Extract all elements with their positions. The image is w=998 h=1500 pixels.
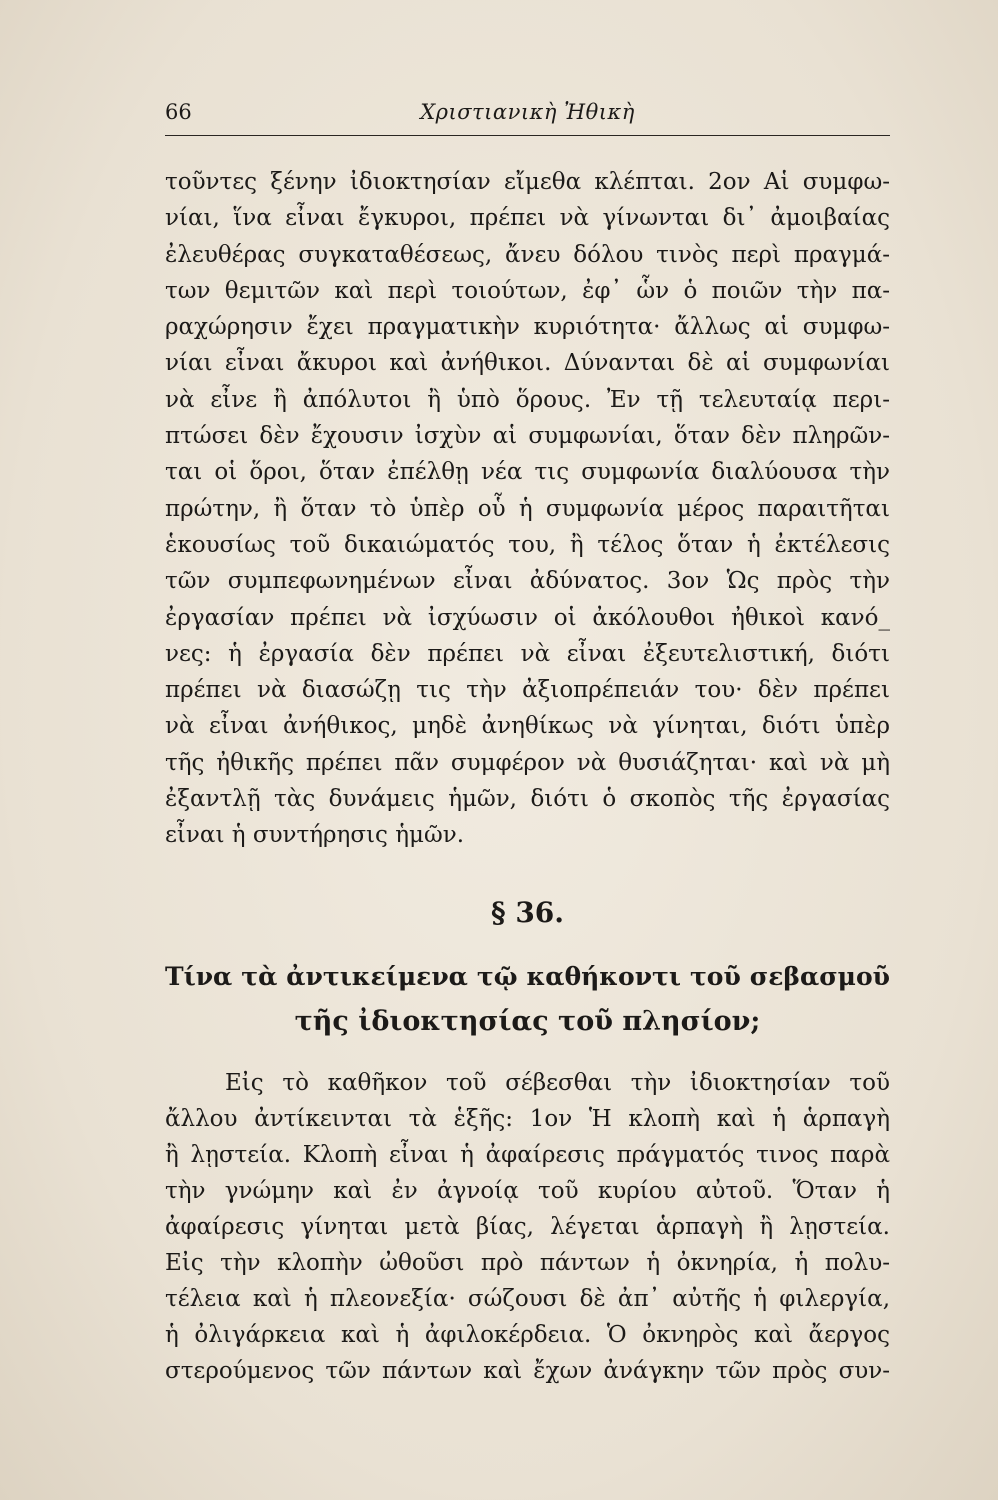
- page-number: 66: [165, 100, 192, 124]
- text-line: τέλεια καὶ ἡ πλεονεξία· σώζουσι δὲ ἀπ᾽ αὐτῆς ἡ φιλεργία,: [165, 1286, 890, 1312]
- text-line: νες: ἡ ἐργασία δὲν πρέπει νὰ εἶναι ἐξευτελιστική, διότι: [165, 640, 890, 667]
- text-line: πρέπει νὰ διασώζῃ τις τὴν ἀξιοπρέπειάν του· δὲν πρέπει: [165, 677, 890, 704]
- text-line: ἐξαντλῇ τὰς δυνάμεις ἡμῶν, διότι ὁ σκοπὸς τῆς ἐργασίας: [165, 786, 890, 813]
- text-line: ἢ λῃστεία. Κλοπὴ εἶναι ἡ ἀφαίρεσις πράγματός τινος παρὰ: [165, 1142, 890, 1168]
- text-line: των θεμιτῶν καὶ περὶ τοιούτων, ἐφ᾽ ὧν ὁ ποιῶν τὴν πα-: [165, 277, 890, 304]
- section-title-line-2: τῆς ἰδιοκτησίας τοῦ πλησίον;: [294, 1006, 761, 1037]
- text-line: ἑκουσίως τοῦ δικαιώματός του, ἢ τέλος ὅταν ἡ ἐκτέλεσις: [165, 531, 890, 558]
- section-title: [165, 954, 890, 1044]
- running-title: Χριστιανικὴ Ἠθικὴ: [420, 100, 635, 124]
- section-title-line-1: Τίνα τὰ ἀντικείμενα τῷ καθήκοντι τοῦ σεβασμοῦ: [165, 962, 890, 991]
- page-header: [165, 100, 890, 130]
- text-line: ται οἱ ὅροι, ὅταν ἐπέλθῃ νέα τις συμφωνία διαλύουσα τὴν: [165, 459, 890, 486]
- text-line: ἄλλου ἀντίκεινται τὰ ἑξῆς: 1ον Ἡ κλοπὴ καὶ ἡ ἁρπαγὴ: [165, 1106, 890, 1132]
- paragraph-2: [165, 1065, 890, 1389]
- text-line: πρώτην, ἢ ὅταν τὸ ὑπὲρ οὗ ἡ συμφωνία μέρος παραιτῆται: [165, 495, 890, 522]
- paragraph-1: [165, 164, 890, 854]
- section-number: § 36.: [490, 896, 565, 929]
- text-line: Εἰς τὴν κλοπὴν ὠθοῦσι πρὸ πάντων ἡ ὀκνηρία, ἡ πολυ-: [165, 1250, 890, 1276]
- text-line-last: εἶναι ἡ συντήρησις ἡμῶν.: [165, 822, 465, 849]
- text-line: νίαι, ἵνα εἶναι ἔγκυροι, πρέπει νὰ γίνωνται δι᾽ ἀμοιβαίας: [165, 205, 890, 232]
- text-line: τοῦντες ξένην ἰδιοκτησίαν εἴμεθα κλέπται. 2ον Αἱ συμφω-: [165, 169, 890, 195]
- text-line: τῶν συμπεφωνημένων εἶναι ἀδύνατος. 3ον Ὡς πρὸς τὴν: [165, 568, 890, 595]
- text-line-first: Εἰς τὸ καθῆκον τοῦ σέβεσθαι τὴν ἰδιοκτησίαν τοῦ: [225, 1070, 890, 1096]
- text-line: ἐλευθέρας συγκαταθέσεως, ἄνευ δόλου τινὸς περὶ πραγμά-: [165, 241, 890, 268]
- text-line: ραχώρησιν ἔχει πραγματικὴν κυριότητα· ἄλλως αἱ συμφω-: [165, 314, 890, 341]
- text-line: νὰ εἶνε ἢ ἀπόλυτοι ἢ ὑπὸ ὅρους. Ἐν τῇ τελευταίᾳ περι-: [165, 386, 890, 413]
- text-line: νίαι εἶναι ἄκυροι καὶ ἀνήθικοι. Δύνανται δὲ αἱ συμφωνίαι: [165, 350, 890, 377]
- text-line: τὴν γνώμην καὶ ἐν ἀγνοίᾳ τοῦ κυρίου αὐτοῦ. Ὅταν ἡ: [165, 1178, 890, 1204]
- text-line: πτώσει δὲν ἔχουσιν ἰσχὺν αἱ συμφωνίαι, ὅταν δὲν πληρῶν-: [165, 423, 890, 450]
- text-line: στερούμενος τῶν πάντων καὶ ἔχων ἀνάγκην τῶν πρὸς συν-: [165, 1358, 890, 1384]
- text-line: τῆς ἠθικῆς πρέπει πᾶν συμφέρον νὰ θυσιάζηται· καὶ νὰ μὴ: [165, 749, 890, 776]
- text-line: ἀφαίρεσις γίνηται μετὰ βίας, λέγεται ἁρπαγὴ ἢ λῃστεία.: [165, 1214, 890, 1240]
- text-line: ἐργασίαν πρέπει νὰ ἰσχύωσιν οἱ ἀκόλουθοι ἠθικοὶ κανό_: [165, 604, 890, 631]
- header-rule: [165, 135, 890, 136]
- text-line: νὰ εἶναι ἀνήθικος, μηδὲ ἀνηθίκως νὰ γίνηται, διότι ὑπὲρ: [165, 713, 890, 740]
- text-line: ἡ ὀλιγάρκεια καὶ ἡ ἀφιλοκέρδεια. Ὁ ὀκνηρὸς καὶ ἄεργος: [165, 1322, 890, 1348]
